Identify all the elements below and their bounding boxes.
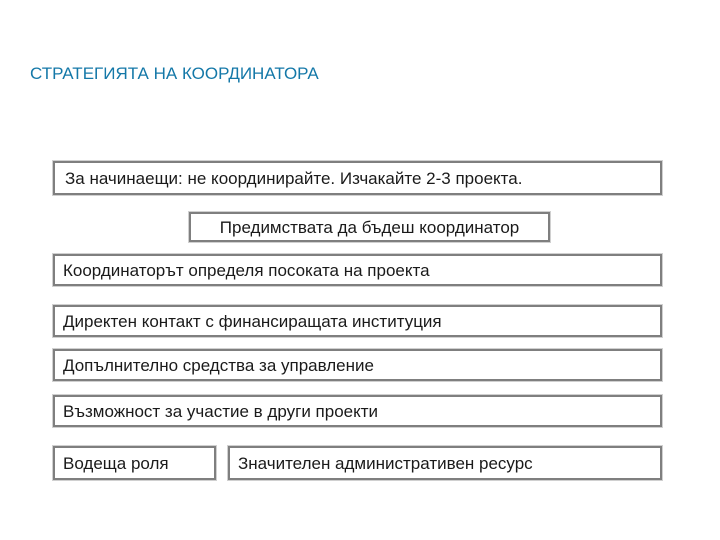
- advantage-direction-box: [53, 254, 662, 286]
- advantage-other-projects-box: [53, 395, 662, 427]
- advantages-heading-text: Предимствата да бъдеш координатор: [219, 217, 520, 237]
- slide-title: СТРАТЕГИЯТА НА КООРДИНАТОРА: [30, 64, 319, 83]
- advantage-leading-role-box: [53, 446, 216, 480]
- advantage-direct-contact-box: [53, 305, 662, 337]
- advantage-direct-contact-text: Директен контакт с финансиращата институция: [63, 311, 442, 331]
- advantage-admin-resource-box: [228, 446, 662, 480]
- advantage-admin-resource-text: Значителен административен ресурс: [238, 453, 533, 473]
- advantage-direction-text: Координаторът определя посоката на проекта: [63, 260, 430, 280]
- advantage-other-projects-text: Възможност за участие в други проекти: [63, 401, 379, 421]
- advantages-heading-box: [189, 212, 550, 242]
- advantage-leading-role-text: Водеща роля: [63, 453, 169, 473]
- beginners-advice-text: За начинаещи: не координирайте. Изчакайте 2-3 проекта.: [65, 168, 523, 188]
- advantage-extra-funds-text: Допълнително средства за управление: [63, 355, 374, 375]
- beginners-advice-box: [53, 161, 662, 195]
- advantage-extra-funds-box: [53, 349, 662, 381]
